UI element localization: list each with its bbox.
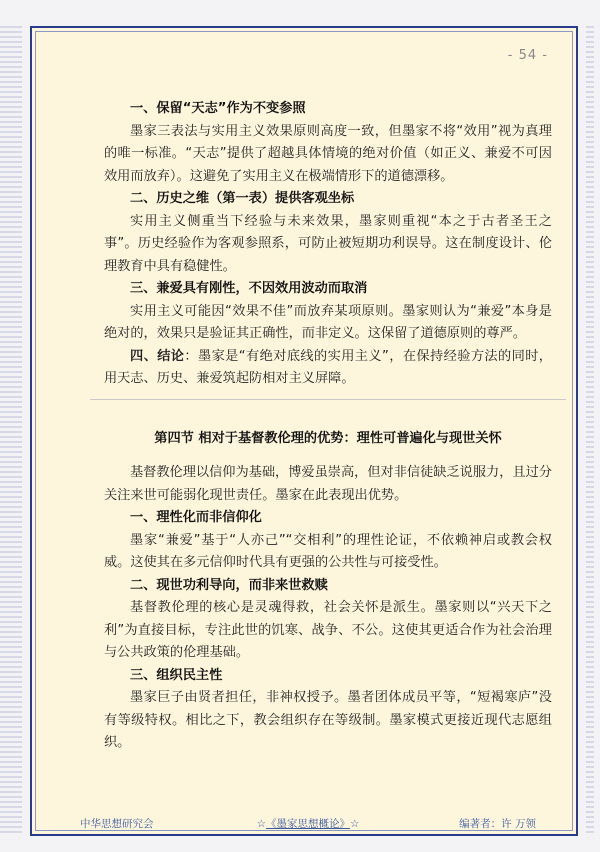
star-icon: ☆ [350, 818, 360, 830]
page-number: - 54 - [507, 48, 548, 63]
subsection-heading: 二、历史之维（第一表）提供客观坐标 [130, 191, 355, 206]
subsection-heading: 三、兼爱具有刚性，不因效用波动而取消 [130, 281, 368, 296]
body-paragraph: 基督教伦理的核心是灵魂得救，社会关怀是派生。墨家则以“兴天下之利”为直接目标，专注此世的饥寒、战争、不公。这使其更适合作为社会治理与公共政策的伦理基础。 [104, 600, 552, 660]
page [30, 26, 578, 836]
subsection-heading: 二、现世功利导向，而非来世救赎 [130, 577, 328, 593]
footer-author: 编著者：许 万领 [459, 818, 536, 830]
subsection-heading: 一、保留“天志”作为不变参照 [130, 101, 306, 116]
subsection-heading: 三、组织民主性 [130, 667, 223, 683]
right-page-edge [586, 26, 594, 836]
body-paragraph: 基督教伦理以信仰为基础，博爱虽崇高，但对非信徒缺乏说服力，且过分关注来世可能弱化现世责任。墨家在此表现出优势。 [104, 465, 552, 503]
conclusion-paragraph [104, 346, 552, 391]
body-paragraph: 墨家“兼爱”基于“人亦己”“交相利”的理性论证，不依赖神启或教会权威。这使其在多元信仰时代具有更强的公共性与可接受性。 [104, 532, 552, 570]
body-paragraph: 实用主义可能因“效果不佳”而放弃某项原则。墨家则认为“兼爱”本身是绝对的，效果只是验证其正确性，而非定义。这保留了道德原则的尊严。 [104, 303, 552, 341]
page-body [104, 98, 552, 755]
footer-organization: 中华思想研究会 [80, 818, 154, 830]
star-icon: ☆ [256, 818, 266, 830]
conclusion-heading: 四、结论 [130, 348, 185, 364]
body-paragraph: 墨家三表法与实用主义效果原则高度一致，但墨家不将“效用”视为真理的唯一标准。“天志”提供了超越具体情境的绝对价值（如正义、兼爱不可因效用而放弃）。这避免了实用主义在极端情形下的道德漂移。 [104, 123, 552, 184]
body-paragraph: 实用主义侧重当下经验与未来效果，墨家则重视“本之于古者圣王之事”。历史经验作为客观参照系，可防止被短期功利误导。这在制度设计、伦理教育中具有稳健性。 [104, 213, 552, 274]
left-page-edge [0, 26, 22, 836]
section-divider [90, 399, 566, 400]
subsection-heading: 一、理性化而非信仰化 [130, 510, 262, 525]
body-paragraph: 墨家巨子由贤者担任，非神权授予。墨者团体成员平等，“短褐寒庐”没有等级特权。相比之下，教会组织存在等级制。墨家模式更接近现代志愿组织。 [104, 690, 552, 750]
spacer [104, 410, 552, 422]
conclusion-text: ：墨家是“有绝对底线的实用主义”，在保持经验方法的同时，用天志、历史、兼爱筑起防相对主义屏障。 [104, 348, 552, 386]
book-title-link[interactable]: 《墨家思想概论》 [266, 818, 350, 830]
section-title: 第四节 相对于基督教伦理的优势：理性可普遍化与现世关怀 [154, 430, 502, 446]
